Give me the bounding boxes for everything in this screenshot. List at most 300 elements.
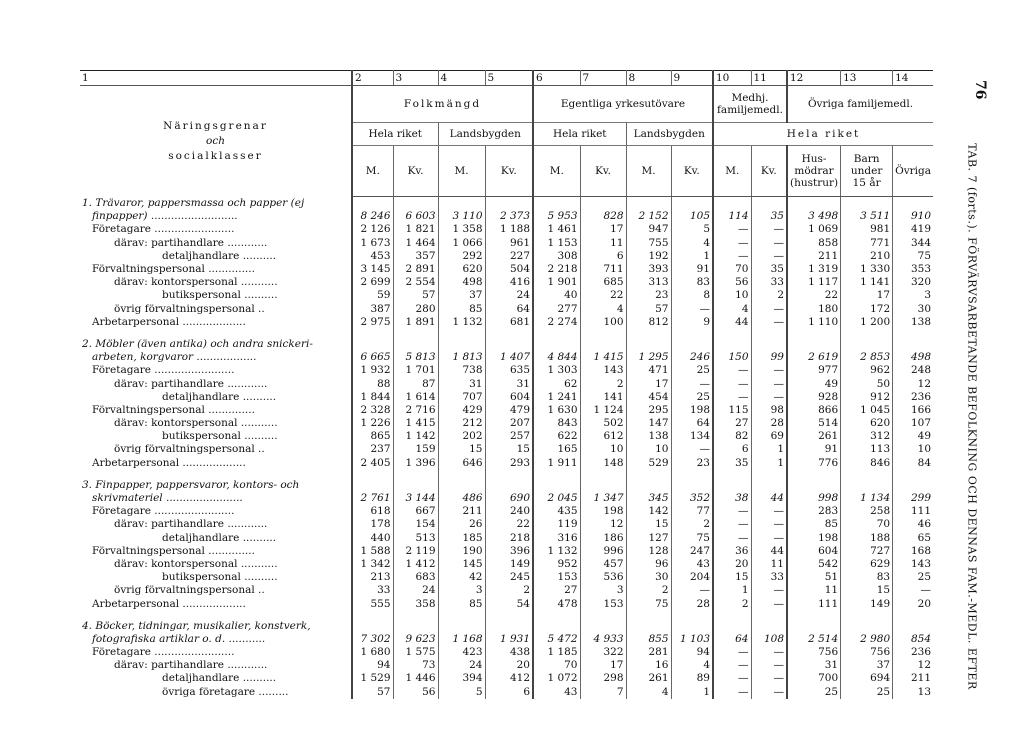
table-cell: — bbox=[713, 364, 751, 377]
table-cell: 4 bbox=[671, 237, 713, 250]
table-cell: 22 bbox=[485, 518, 533, 531]
table-cell: 454 bbox=[626, 391, 671, 404]
table-cell: 147 bbox=[626, 417, 671, 430]
table-cell: 149 bbox=[485, 558, 533, 571]
table-cell: 75 bbox=[917, 249, 932, 262]
col-number: 1 bbox=[80, 71, 352, 86]
table-cell bbox=[485, 611, 533, 620]
table-cell: — bbox=[751, 597, 787, 610]
table-cell: 4 bbox=[713, 303, 751, 316]
table-cell bbox=[671, 197, 713, 211]
table-cell: 345 bbox=[626, 492, 671, 505]
table-cell: 529 bbox=[626, 457, 671, 470]
table-row bbox=[80, 443, 933, 456]
barn-header: Barn under 15 år bbox=[841, 146, 893, 197]
table-cell: 8 bbox=[671, 289, 713, 302]
table-cell: 513 bbox=[393, 532, 438, 545]
table-cell: — bbox=[751, 672, 787, 685]
table-cell: 128 bbox=[626, 545, 671, 558]
table-cell bbox=[671, 470, 713, 479]
table-cell bbox=[393, 479, 438, 492]
table-cell: 107 bbox=[910, 417, 932, 430]
table-cell: 8 246 bbox=[352, 210, 393, 223]
table-cell: 150 bbox=[713, 351, 751, 364]
table-cell: 1 188 bbox=[485, 223, 533, 236]
table-cell bbox=[893, 611, 933, 620]
table-cell bbox=[713, 329, 751, 338]
table-cell: 114 bbox=[713, 210, 751, 223]
row-label: Förvaltningspersonal .............. bbox=[80, 404, 352, 417]
row-label: Företagare ........................ bbox=[80, 646, 352, 659]
table-cell: 64 bbox=[713, 633, 751, 646]
row-label: fotografiska artiklar o. d. ........... bbox=[80, 633, 352, 646]
statistics-table bbox=[80, 70, 933, 699]
table-cell bbox=[580, 338, 626, 351]
table-cell bbox=[626, 338, 671, 351]
table-cell: 5 813 bbox=[393, 351, 438, 364]
table-cell: 1 932 bbox=[352, 364, 393, 377]
table-cell: 99 bbox=[751, 351, 787, 364]
table-cell: 141 bbox=[580, 391, 626, 404]
table-cell: — bbox=[671, 443, 713, 456]
table-cell: 996 bbox=[580, 545, 626, 558]
table-cell bbox=[352, 329, 393, 338]
table-cell bbox=[626, 620, 671, 633]
hela-riket-header: Hela riket bbox=[533, 123, 626, 146]
table-cell bbox=[352, 470, 393, 479]
table-cell: 738 bbox=[438, 364, 485, 377]
table-cell bbox=[393, 470, 438, 479]
table-row bbox=[80, 646, 933, 659]
table-cell: 2 bbox=[713, 597, 751, 610]
table-cell: 353 bbox=[910, 263, 932, 276]
table-row bbox=[80, 338, 933, 351]
table-cell bbox=[580, 611, 626, 620]
table-cell: 2 405 bbox=[352, 457, 393, 470]
landsbygden-header: Landsbygden bbox=[626, 123, 713, 146]
table-cell: 438 bbox=[485, 646, 533, 659]
table-cell bbox=[893, 620, 933, 633]
table-cell: 865 bbox=[352, 430, 393, 443]
table-cell: 396 bbox=[485, 545, 533, 558]
egentliga-header: Egentliga yrkesutövare bbox=[533, 86, 713, 123]
table-cell: 143 bbox=[580, 364, 626, 377]
row-label: arbeten, korgvaror .................. bbox=[80, 351, 352, 364]
table-cell: 604 bbox=[485, 391, 533, 404]
table-cell: 33 bbox=[751, 276, 787, 289]
table-cell bbox=[393, 611, 438, 620]
table-cell: 192 bbox=[626, 250, 671, 263]
table-cell: 2 218 bbox=[533, 263, 580, 276]
table-cell: 22 bbox=[580, 289, 626, 302]
table-row bbox=[80, 672, 933, 685]
table-cell bbox=[841, 479, 893, 492]
table-cell: 4 bbox=[671, 659, 713, 672]
table-cell: 1 529 bbox=[352, 672, 393, 685]
table-cell: 2 274 bbox=[533, 316, 580, 329]
table-row bbox=[80, 417, 933, 430]
table-cell: 685 bbox=[580, 276, 626, 289]
side-title: TAB. 7 (forts.). FÖRVÄRVSARBETANDE BEFOLKNING OCH DENNAS FAM.-MEDL. EFTER bbox=[965, 143, 979, 690]
table-cell: — bbox=[713, 237, 751, 250]
table-cell: 295 bbox=[626, 404, 671, 417]
table-cell: — bbox=[751, 364, 787, 377]
table-cell: — bbox=[751, 686, 787, 699]
row-label: detaljhandlare .......... bbox=[80, 391, 352, 404]
table-cell: 11 bbox=[751, 558, 787, 571]
table-cell: 27 bbox=[533, 584, 580, 597]
table-cell: 681 bbox=[485, 316, 533, 329]
row-label: övrig förvaltningspersonal .. bbox=[80, 584, 352, 597]
table-cell: 149 bbox=[841, 597, 893, 610]
table-cell: 247 bbox=[671, 545, 713, 558]
row-label: därav: kontorspersonal ........... bbox=[80, 276, 352, 289]
table-cell: 88 bbox=[352, 377, 393, 390]
table-cell: 91 bbox=[671, 263, 713, 276]
row-label: Förvaltningspersonal .............. bbox=[80, 545, 352, 558]
table-cell bbox=[352, 197, 393, 211]
table-cell bbox=[787, 197, 841, 211]
table-cell: — bbox=[713, 672, 751, 685]
table-cell: 211 bbox=[438, 505, 485, 518]
table-cell: 2 bbox=[580, 377, 626, 390]
table-cell: 629 bbox=[841, 558, 893, 571]
row-label: Förvaltningspersonal .............. bbox=[80, 263, 352, 276]
table-cell: 245 bbox=[485, 571, 533, 584]
table-cell: 1 134 bbox=[841, 492, 893, 505]
table-cell: 1 931 bbox=[485, 633, 533, 646]
table-cell bbox=[626, 329, 671, 338]
sex-header: Kv. bbox=[751, 146, 787, 197]
table-cell: 37 bbox=[841, 659, 893, 672]
sex-header: Kv. bbox=[671, 146, 713, 197]
table-cell: 85 bbox=[787, 518, 841, 531]
table-cell: 1 630 bbox=[533, 404, 580, 417]
table-cell: 168 bbox=[910, 544, 932, 557]
table-cell: 17 bbox=[580, 223, 626, 236]
table-cell: 15 bbox=[438, 443, 485, 456]
table-cell: — bbox=[920, 584, 932, 597]
table-cell bbox=[438, 479, 485, 492]
side-margin bbox=[962, 80, 988, 720]
table-cell: 10 bbox=[713, 289, 751, 302]
table-cell: 36 bbox=[713, 545, 751, 558]
table-cell: 283 bbox=[787, 505, 841, 518]
table-cell bbox=[352, 620, 393, 633]
table-cell: 211 bbox=[787, 250, 841, 263]
table-cell: 62 bbox=[533, 377, 580, 390]
table-cell bbox=[787, 479, 841, 492]
table-cell: 1 bbox=[713, 584, 751, 597]
table-cell bbox=[438, 620, 485, 633]
table-cell: 322 bbox=[580, 646, 626, 659]
table-cell: 312 bbox=[841, 430, 893, 443]
table-cell: 33 bbox=[751, 571, 787, 584]
table-cell: 59 bbox=[352, 289, 393, 302]
row-label: skrivmateriel ....................... bbox=[80, 492, 352, 505]
table-cell bbox=[713, 197, 751, 211]
table-cell bbox=[533, 197, 580, 211]
table-cell: 357 bbox=[393, 250, 438, 263]
table-cell: 707 bbox=[438, 391, 485, 404]
table-cell: 3 144 bbox=[393, 492, 438, 505]
table-cell: 236 bbox=[910, 646, 932, 659]
col-number: 6 bbox=[533, 71, 580, 86]
table-cell: 1 200 bbox=[841, 316, 893, 329]
row-label bbox=[80, 329, 352, 338]
table-cell: 387 bbox=[352, 303, 393, 316]
table-cell bbox=[751, 329, 787, 338]
table-cell: 1 bbox=[671, 686, 713, 699]
table-cell: 7 302 bbox=[352, 633, 393, 646]
table-cell: 2 045 bbox=[533, 492, 580, 505]
table-cell bbox=[533, 338, 580, 351]
table-cell: 1 132 bbox=[438, 316, 485, 329]
table-cell: 9 bbox=[671, 316, 713, 329]
table-cell bbox=[841, 197, 893, 211]
row-label: butikspersonal .......... bbox=[80, 571, 352, 584]
table-cell: 248 bbox=[910, 364, 932, 377]
table-cell: 1 142 bbox=[393, 430, 438, 443]
table-cell bbox=[580, 470, 626, 479]
table-cell: 198 bbox=[580, 505, 626, 518]
table-cell bbox=[751, 479, 787, 492]
table-cell: 70 bbox=[713, 263, 751, 276]
table-cell: 70 bbox=[533, 659, 580, 672]
table-cell: 31 bbox=[438, 377, 485, 390]
row-label: därav: partihandlare ............ bbox=[80, 659, 352, 672]
table-cell bbox=[626, 479, 671, 492]
header-row-groups bbox=[80, 86, 933, 123]
table-cell: — bbox=[751, 391, 787, 404]
table-cell bbox=[580, 197, 626, 211]
table-cell: — bbox=[713, 518, 751, 531]
table-cell: 5 953 bbox=[533, 210, 580, 223]
table-cell: 35 bbox=[751, 263, 787, 276]
table-cell: 2 619 bbox=[787, 351, 841, 364]
table-cell: 111 bbox=[787, 597, 841, 610]
table-cell: 12 bbox=[917, 659, 932, 672]
table-cell bbox=[533, 329, 580, 338]
table-cell: 172 bbox=[841, 303, 893, 316]
table-cell: 1 124 bbox=[580, 404, 626, 417]
row-label: Företagare ........................ bbox=[80, 223, 352, 236]
table-cell: 145 bbox=[438, 558, 485, 571]
table-cell: 646 bbox=[438, 457, 485, 470]
table-cell: 1 891 bbox=[393, 316, 438, 329]
table-cell bbox=[438, 338, 485, 351]
table-cell: 1 412 bbox=[393, 558, 438, 571]
table-row bbox=[80, 210, 933, 223]
table-cell: 50 bbox=[841, 377, 893, 390]
table-cell bbox=[893, 197, 933, 211]
table-cell: 198 bbox=[787, 532, 841, 545]
table-cell: 85 bbox=[438, 597, 485, 610]
table-cell: 33 bbox=[352, 584, 393, 597]
table-cell: 56 bbox=[393, 686, 438, 699]
row-label: 4. Böcker, tidningar, musikalier, konstverk, bbox=[80, 620, 352, 633]
table-cell: 13 bbox=[917, 685, 932, 698]
table-cell bbox=[787, 611, 841, 620]
table-cell: 15 bbox=[626, 518, 671, 531]
table-cell bbox=[485, 338, 533, 351]
row-label bbox=[80, 611, 352, 620]
table-cell: 504 bbox=[485, 263, 533, 276]
table-row bbox=[80, 584, 933, 597]
table-cell: 1 588 bbox=[352, 545, 393, 558]
table-cell: 35 bbox=[751, 210, 787, 223]
table-cell: 94 bbox=[671, 646, 713, 659]
table-row bbox=[80, 492, 933, 505]
table-cell: 1 168 bbox=[438, 633, 485, 646]
medhj-header: Medhj. familjemedl. bbox=[713, 86, 787, 123]
table-cell: 24 bbox=[485, 289, 533, 302]
table-cell: 502 bbox=[580, 417, 626, 430]
table-cell bbox=[580, 329, 626, 338]
table-cell: 2 514 bbox=[787, 633, 841, 646]
table-row bbox=[80, 479, 933, 492]
table-row bbox=[80, 364, 933, 377]
table-cell: 138 bbox=[910, 315, 932, 328]
spacer-row bbox=[80, 329, 933, 338]
table-cell: 258 bbox=[841, 505, 893, 518]
table-cell: 83 bbox=[671, 276, 713, 289]
table-cell: 49 bbox=[917, 430, 932, 443]
table-cell bbox=[787, 620, 841, 633]
table-cell: — bbox=[713, 646, 751, 659]
table-cell: 154 bbox=[393, 518, 438, 531]
table-cell: 1 117 bbox=[787, 276, 841, 289]
table-cell: 1 680 bbox=[352, 646, 393, 659]
table-cell: 3 bbox=[438, 584, 485, 597]
table-cell: 202 bbox=[438, 430, 485, 443]
table-cell: 977 bbox=[787, 364, 841, 377]
table-cell: 25 bbox=[671, 364, 713, 377]
table-cell: — bbox=[751, 659, 787, 672]
table-cell: 952 bbox=[533, 558, 580, 571]
sex-header: Kv. bbox=[393, 146, 438, 197]
table-cell: 536 bbox=[580, 571, 626, 584]
table-cell: 700 bbox=[787, 672, 841, 685]
table-cell bbox=[671, 329, 713, 338]
table-cell: 998 bbox=[787, 492, 841, 505]
table-cell: 46 bbox=[917, 518, 932, 531]
table-cell: 316 bbox=[533, 532, 580, 545]
table-row bbox=[80, 597, 933, 610]
table-row bbox=[80, 430, 933, 443]
table-cell bbox=[533, 470, 580, 479]
column-number-row bbox=[80, 71, 933, 86]
stub-header-line: Näringsgrenar bbox=[163, 119, 268, 132]
table-cell: 23 bbox=[671, 457, 713, 470]
table-cell: 320 bbox=[910, 276, 932, 289]
table-cell: 98 bbox=[751, 404, 787, 417]
table-cell: 15 bbox=[485, 443, 533, 456]
table-cell bbox=[893, 338, 933, 351]
table-cell: 604 bbox=[787, 545, 841, 558]
table-cell: 40 bbox=[533, 289, 580, 302]
table-cell: 858 bbox=[787, 237, 841, 250]
table-cell bbox=[438, 470, 485, 479]
table-cell bbox=[841, 620, 893, 633]
table-cell: 393 bbox=[626, 263, 671, 276]
table-cell: 111 bbox=[910, 505, 932, 518]
table-cell: 51 bbox=[787, 571, 841, 584]
table-cell: 542 bbox=[787, 558, 841, 571]
table-cell: 261 bbox=[787, 430, 841, 443]
husmodrar-header: Hus-mödrar (hustrur) bbox=[787, 146, 841, 197]
table-row bbox=[80, 620, 933, 633]
table-cell: 453 bbox=[352, 250, 393, 263]
table-cell: 412 bbox=[485, 672, 533, 685]
row-label: butikspersonal .......... bbox=[80, 430, 352, 443]
table-row bbox=[80, 197, 933, 211]
table-cell: 479 bbox=[485, 404, 533, 417]
table-cell: 471 bbox=[626, 364, 671, 377]
col-number: 11 bbox=[751, 71, 787, 86]
table-cell: 57 bbox=[352, 686, 393, 699]
table-cell bbox=[626, 470, 671, 479]
table-cell: 622 bbox=[533, 430, 580, 443]
table-cell: 25 bbox=[917, 571, 932, 584]
table-cell: 2 bbox=[751, 289, 787, 302]
table-row bbox=[80, 532, 933, 545]
table-cell: 313 bbox=[626, 276, 671, 289]
table-cell: — bbox=[751, 646, 787, 659]
table-cell: 1 bbox=[671, 250, 713, 263]
table-cell: 1 066 bbox=[438, 237, 485, 250]
table-cell: 1 185 bbox=[533, 646, 580, 659]
sex-header: Kv. bbox=[485, 146, 533, 197]
table-cell bbox=[751, 611, 787, 620]
table-cell: 4 bbox=[626, 686, 671, 699]
table-cell: 25 bbox=[671, 391, 713, 404]
table-row bbox=[80, 351, 933, 364]
table-cell: 10 bbox=[580, 443, 626, 456]
table-cell: 2 980 bbox=[841, 633, 893, 646]
table-cell bbox=[485, 197, 533, 211]
table-cell: 204 bbox=[671, 571, 713, 584]
table-cell: 9 623 bbox=[393, 633, 438, 646]
table-cell: 498 bbox=[438, 276, 485, 289]
table-cell bbox=[393, 620, 438, 633]
table-row bbox=[80, 659, 933, 672]
table-cell: 3 511 bbox=[841, 210, 893, 223]
ovriga-fam-header: Övriga familjemedl. bbox=[787, 86, 933, 123]
table-cell: 89 bbox=[671, 672, 713, 685]
table-cell: 1 844 bbox=[352, 391, 393, 404]
table-cell: 635 bbox=[485, 364, 533, 377]
row-label: Arbetarpersonal ................... bbox=[80, 457, 352, 470]
table-cell: 213 bbox=[352, 571, 393, 584]
row-label: detaljhandlare .......... bbox=[80, 250, 352, 263]
table-cell: 37 bbox=[438, 289, 485, 302]
col-number: 5 bbox=[485, 71, 533, 86]
table-cell: 812 bbox=[626, 316, 671, 329]
row-label: Företagare ........................ bbox=[80, 364, 352, 377]
table-cell: 138 bbox=[626, 430, 671, 443]
table-cell bbox=[841, 329, 893, 338]
table-cell: 20 bbox=[713, 558, 751, 571]
table-cell: 26 bbox=[438, 518, 485, 531]
table-cell: — bbox=[751, 532, 787, 545]
table-cell: 756 bbox=[841, 646, 893, 659]
table-cell: 17 bbox=[841, 289, 893, 302]
table-cell: 28 bbox=[751, 417, 787, 430]
table-row bbox=[80, 686, 933, 699]
table-cell: 227 bbox=[485, 250, 533, 263]
table-cell: 27 bbox=[713, 417, 751, 430]
